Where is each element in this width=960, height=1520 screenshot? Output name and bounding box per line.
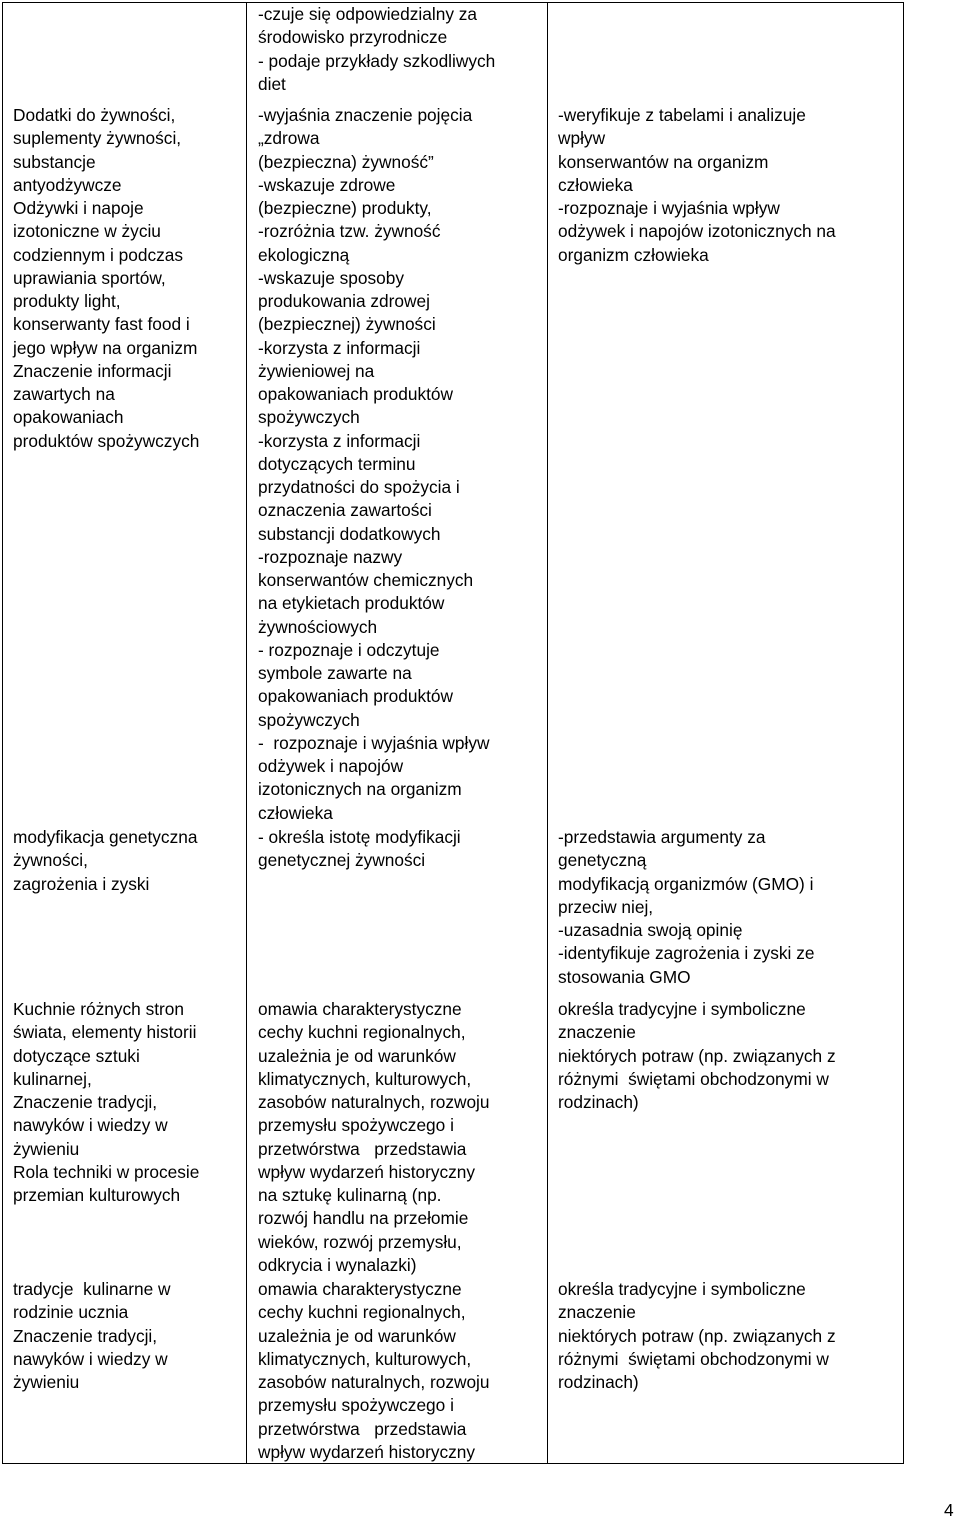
row-1-basic-requirements: -wyjaśnia znaczenie pojęcia „zdrowa (bezpieczna) żywność” -wskazuje zdrowe (bezpieczne) produkty, -rozróżnia tzw. żywność ekologiczną -wskazuje sposoby produkowania zdrowej (bezpiecznej) żywności -korzysta z informacji żywieniowej na opakowaniach produktów spożywczych -korzysta z informacji dotyczących terminu przydatności do spożycia i oznaczenia zawartości substancji dodatkowych -rozpoznaje nazwy konserwantów chemicznych na etykietach produktów żywnościowych - rozpoznaje i odczytuje symbole zawarte na opakowaniach produktów spożywczych - rozpoznaje i wyjaśnia wpływ odżywek i napojów izotonicznych na organizm człowieka: [258, 105, 490, 823]
row-2-basic-requirements: - określa istotę modyfikacji genetycznej żywności: [258, 827, 461, 871]
page-number: 4: [944, 1500, 954, 1520]
row-2-topic: modyfikacja genetyczna żywności, zagrożenia i zyski: [13, 827, 198, 894]
row-1-topic: Dodatki do żywności, suplementy żywności, substancje antyodżywcze Odżywki i napoje izotoniczne w życiu codziennym i podczas uprawiania sportów, produkty light, konserwanty fast food i jego wpływ na organizm Znaczenie informacji zawartych na opakowaniach produktów spożywczych: [13, 105, 200, 451]
row-2-extended-requirements: -przedstawia argumenty za genetyczną modyfikacją organizmów (GMO) i przeciw niej, -uzasadnia swoją opinię -identyfikuje zagrożenia i zyski ze stosowania GMO: [558, 827, 815, 987]
curriculum-table: [2, 2, 904, 1464]
column-divider-1: [246, 3, 247, 1463]
row-3-basic-requirements: omawia charakterystyczne cechy kuchni regionalnych, uzależnia je od warunków klimatycznych, kulturowych, zasobów naturalnych, rozwoju przemysłu spożywczego i przetwórstwa przedstawia wpływ wydarzeń historyczny na sztukę kulinarną (np. rozwój handlu na przełomie wieków, rozwój przemysłu, odkrycia i wynalazki): [258, 999, 490, 1275]
row-3-extended-requirements: określa tradycyjne i symboliczne znaczenie niektórych potraw (np. związanych z różnymi świętami obchodzonymi w rodzinach): [558, 999, 836, 1112]
row-0-basic-requirements: -czuje się odpowiedzialny za środowisko przyrodnicze - podaje przykłady szkodliwych diet: [258, 4, 496, 94]
column-divider-2: [547, 3, 548, 1463]
row-3-topic: Kuchnie różnych stron świata, elementy historii dotyczące sztuki kulinarnej, Znaczenie tradycji, nawyków i wiedzy w żywieniu Rola techniki w procesie przemian kulturowych: [13, 999, 200, 1205]
row-1-extended-requirements: -weryfikuje z tabelami i analizuje wpływ konserwantów na organizm człowieka -rozpoznaje i wyjaśnia wpływ odżywek i napojów izotonicznych na organizm człowieka: [558, 105, 836, 265]
row-4-extended-requirements: określa tradycyjne i symboliczne znaczenie niektórych potraw (np. związanych z różnymi świętami obchodzonymi w rodzinach): [558, 1279, 836, 1392]
row-4-topic: tradycje kulinarne w rodzinie ucznia Znaczenie tradycji, nawyków i wiedzy w żywieniu: [13, 1279, 171, 1392]
row-4-basic-requirements: omawia charakterystyczne cechy kuchni regionalnych, uzależnia je od warunków klimatycznych, kulturowych, zasobów naturalnych, rozwoju przemysłu spożywczego i przetwórstwa przedstawia wpływ wydarzeń historyczny: [258, 1279, 490, 1462]
